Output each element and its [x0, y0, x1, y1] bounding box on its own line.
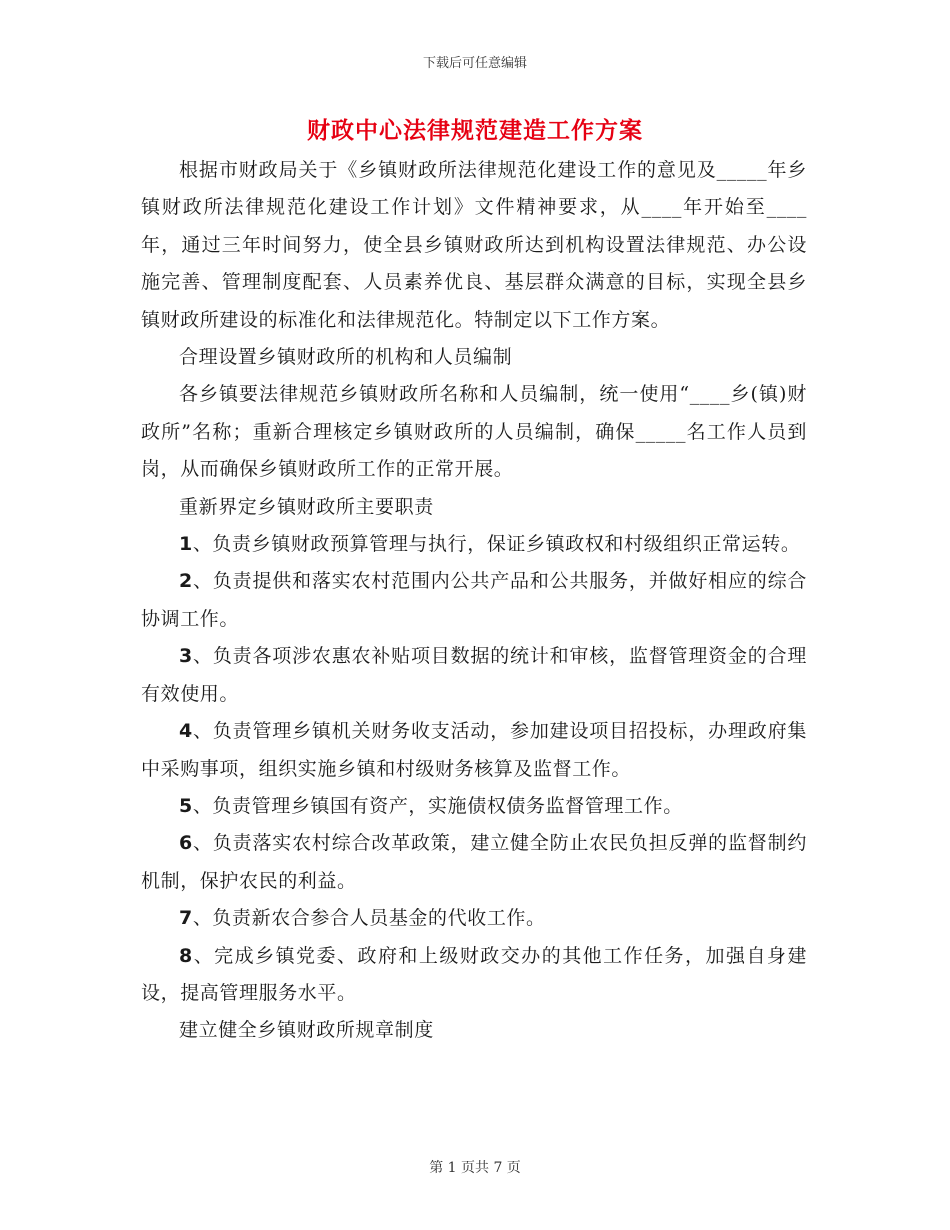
duty-item [141, 526, 807, 563]
duty-text: 、负责管理乡镇国有资产，实施债权债务监督管理工作。 [192, 794, 683, 817]
section-heading-organization: 合理设置乡镇财政所的机构和人员编制 [179, 346, 513, 369]
page-number: 第 1 页共 7 页 [429, 1160, 521, 1176]
duty-text: 、负责提供和落实农村范围内公共产品和公共服务，并做好相应的综合协调工作。 [141, 570, 807, 630]
header-note: 下载后可任意编辑 [422, 56, 527, 71]
duty-item [141, 788, 807, 825]
duty-number: 2 [179, 570, 193, 593]
duty-number: 3 [179, 645, 193, 668]
duty-item [141, 713, 807, 788]
duty-text: 、负责乡镇财政预算管理与执行，保证乡镇政权和村级组织正常运转。 [192, 533, 801, 556]
duty-number: 6 [179, 832, 193, 855]
duty-text: 、负责新农合参合人员基金的代收工作。 [192, 907, 546, 930]
duty-item [141, 900, 807, 937]
document-title: 财政中心法律规范建造工作方案 [307, 117, 643, 144]
duty-item [141, 825, 807, 900]
duty-text: 、负责各项涉农惠农补贴项目数据的统计和审核，监督管理资金的合理有效使用。 [141, 645, 807, 705]
duty-number: 4 [179, 720, 193, 743]
organization-paragraph: 各乡镇要法律规范乡镇财政所名称和人员编制，统一使用“____乡(镇)财政所”名称；重新合理核定乡镇财政所的人员编制，确保_____名工作人员到岗，从而确保乡镇财政所工作的正常开展。 [141, 383, 807, 481]
duty-text: 、负责管理乡镇机关财务收支活动，参加建设项目招投标，办理政府集中采购事项，组织实施乡镇和村级财务核算及监督工作。 [141, 720, 807, 780]
duty-text: 、负责落实农村综合改革政策，建立健全防止农民负担反弹的监督制约机制，保护农民的利益。 [141, 832, 807, 892]
duty-text: 、完成乡镇党委、政府和上级财政交办的其他工作任务，加强自身建设，提高管理服务水平。 [141, 944, 807, 1004]
duty-number: 1 [179, 533, 193, 556]
section-heading-regulations: 建立健全乡镇财政所规章制度 [179, 1019, 434, 1042]
duty-item [141, 638, 807, 713]
intro-paragraph: 根据市财政局关于《乡镇财政所法律规范化建设工作的意见及_____年乡镇财政所法律规范化建设工作计划》文件精神要求，从____年开始至____年，通过三年时间努力，使全县乡镇财政所达到机构设置法律规范、办公设施完善、管理制度配套、人员素养优良、基层群众满意的目标，实现全县乡镇财政所建设的标准化和法律规范化。特制定以下工作方案。 [141, 159, 807, 331]
section-heading-duties: 重新界定乡镇财政所主要职责 [179, 495, 434, 518]
duty-item [141, 563, 807, 638]
duty-number: 7 [179, 907, 193, 930]
duty-item [141, 938, 807, 1013]
duty-number: 8 [179, 944, 193, 967]
duty-number: 5 [179, 794, 193, 817]
document-body [141, 152, 807, 1050]
